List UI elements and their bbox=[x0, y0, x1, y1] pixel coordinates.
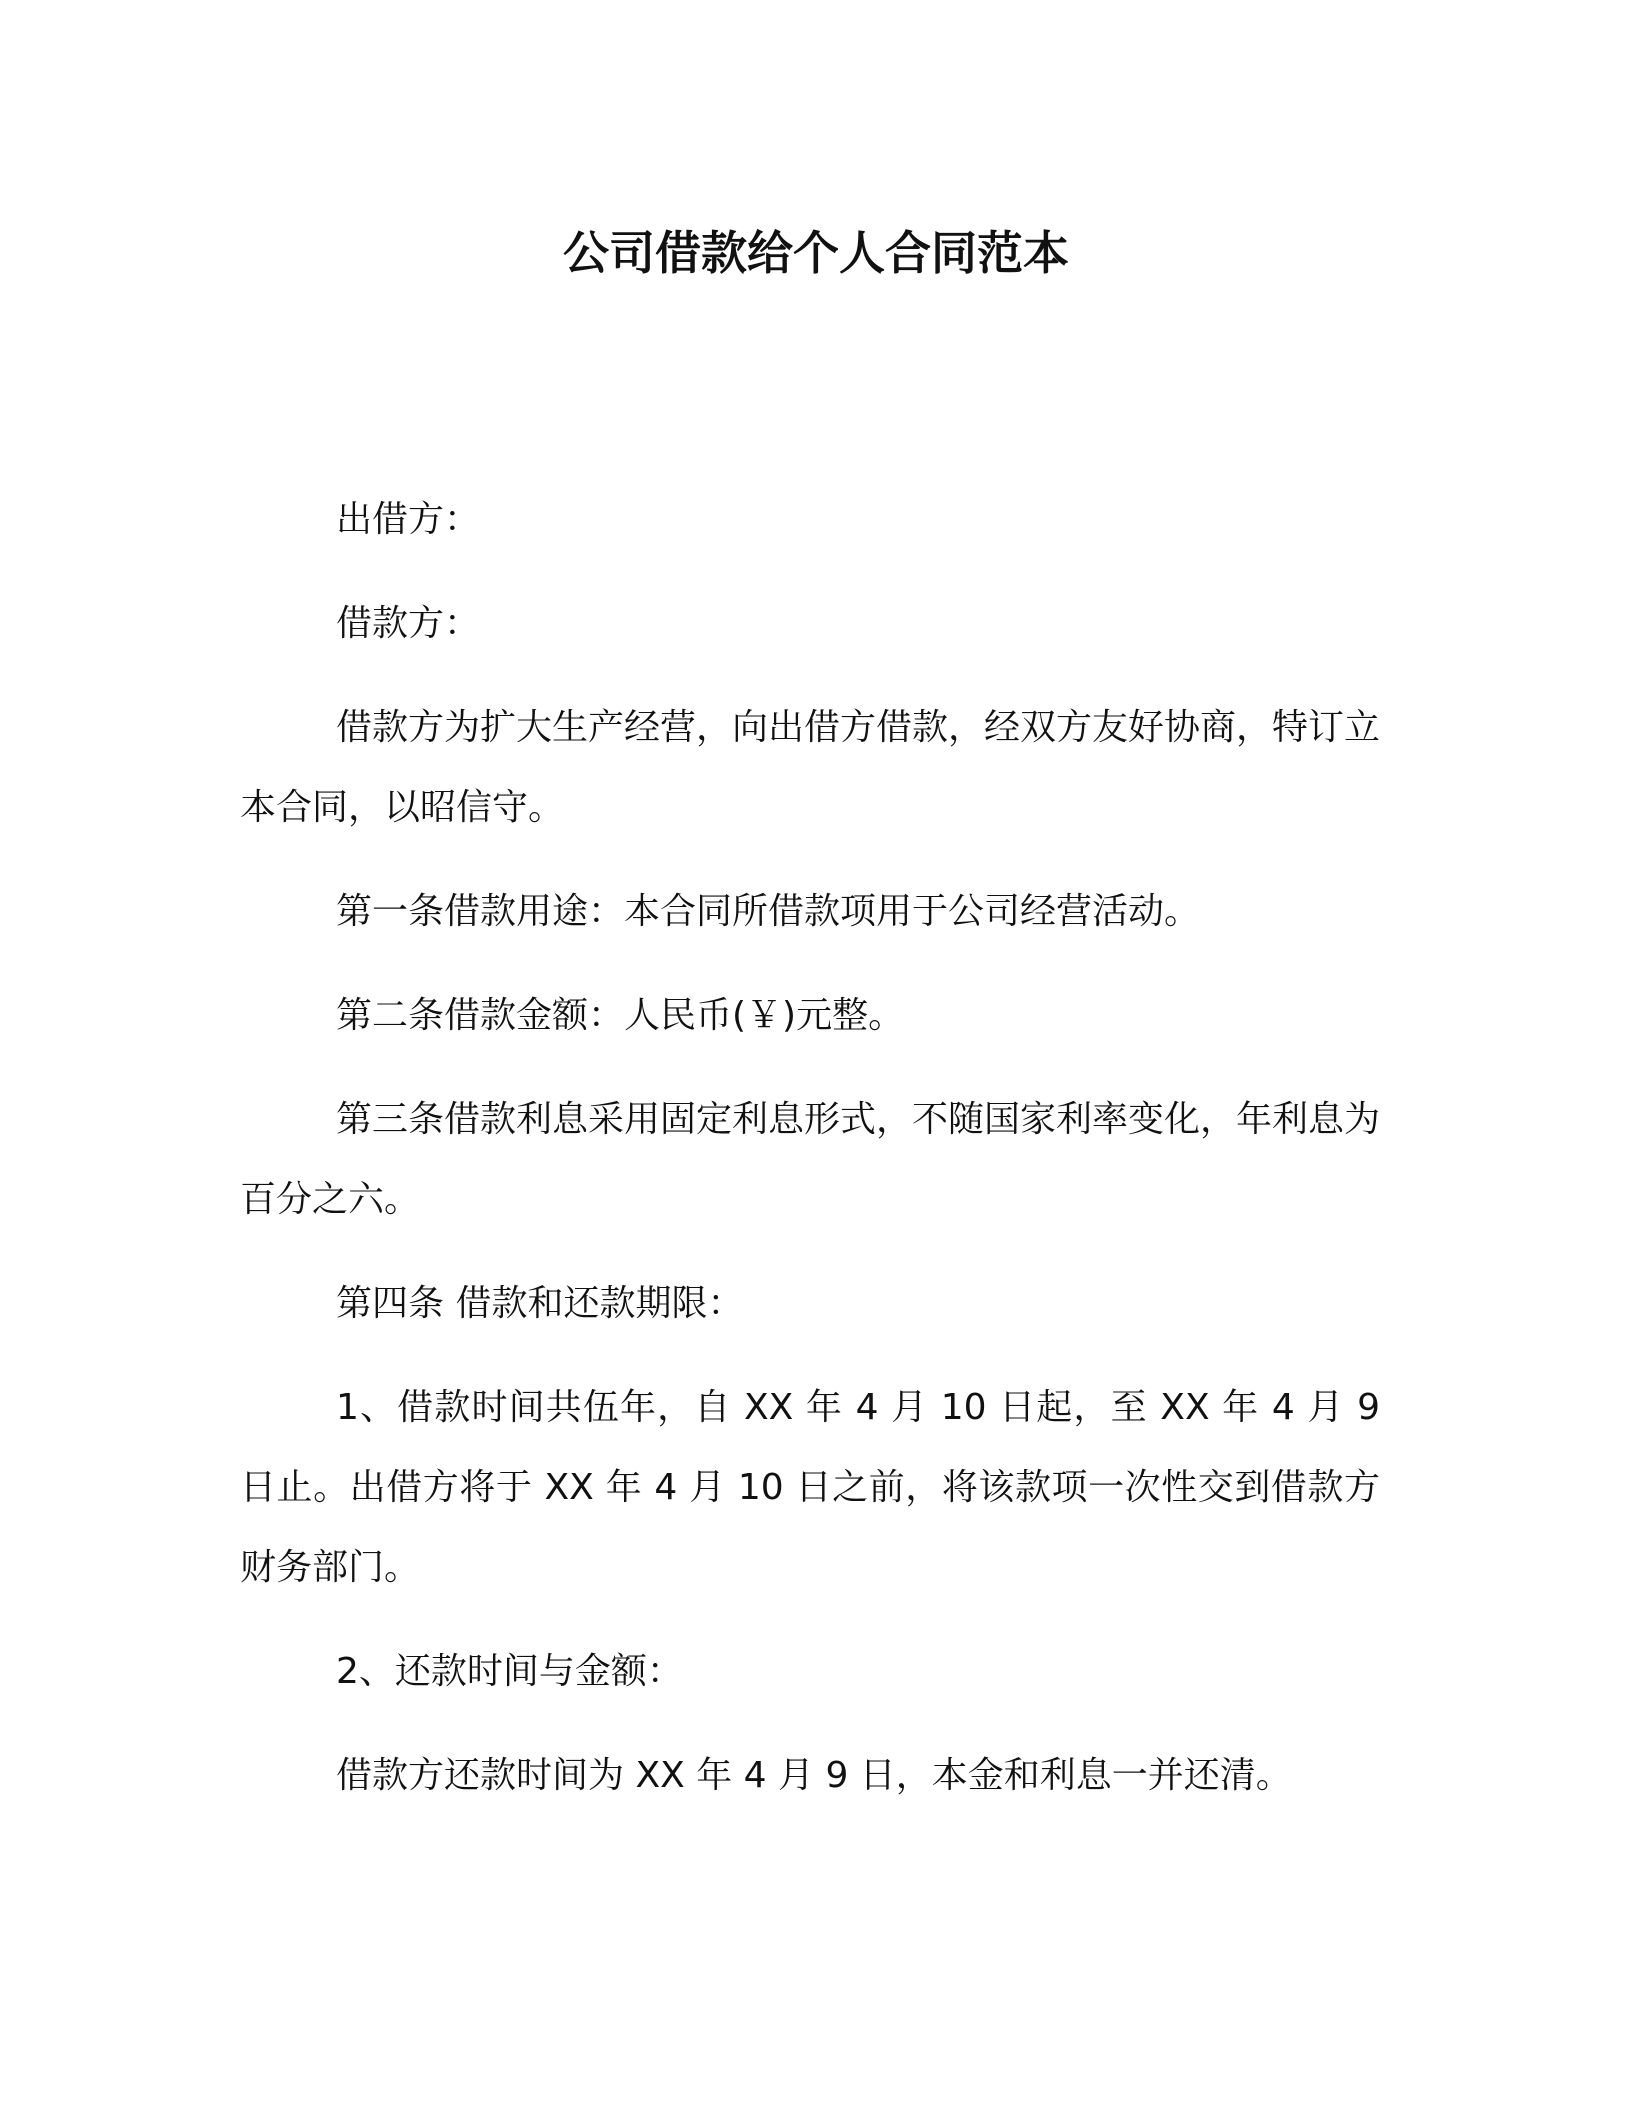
document-body bbox=[240, 480, 1380, 1840]
borrower-line: 借款方： bbox=[336, 603, 481, 644]
article-3-paragraph: 第三条借款利息采用固定利息形式，不随国家利率变化，年利息为百分之六。 bbox=[240, 1099, 1381, 1220]
article-4-item-1: 1、借款时间共伍年，自 XX 年 4 月 10 日起，至 XX 年 4 月 9 日止。出借方将于 XX 年 4 月 10 日之前，将该款项一次性交到借款方财务部门。 bbox=[240, 1387, 1380, 1588]
lender-line: 出借方： bbox=[336, 499, 481, 540]
repayment-paragraph: 借款方还款时间为 XX 年 4 月 9 日，本金和利息一并还清。 bbox=[336, 1755, 1292, 1796]
document-title: 公司借款给个人合同范本 bbox=[563, 226, 1069, 280]
preamble-paragraph: 借款方为扩大生产经营，向出借方借款，经双方友好协商，特订立本合同，以昭信守。 bbox=[240, 707, 1381, 828]
article-4-heading: 第四条 借款和还款期限： bbox=[336, 1283, 744, 1324]
article-1-paragraph: 第一条借款用途：本合同所借款项用于公司经营活动。 bbox=[336, 891, 1201, 932]
article-4-item-2-heading: 2、还款时间与金额： bbox=[336, 1651, 683, 1692]
article-2-paragraph: 第二条借款金额：人民币(￥)元整。 bbox=[336, 995, 905, 1036]
